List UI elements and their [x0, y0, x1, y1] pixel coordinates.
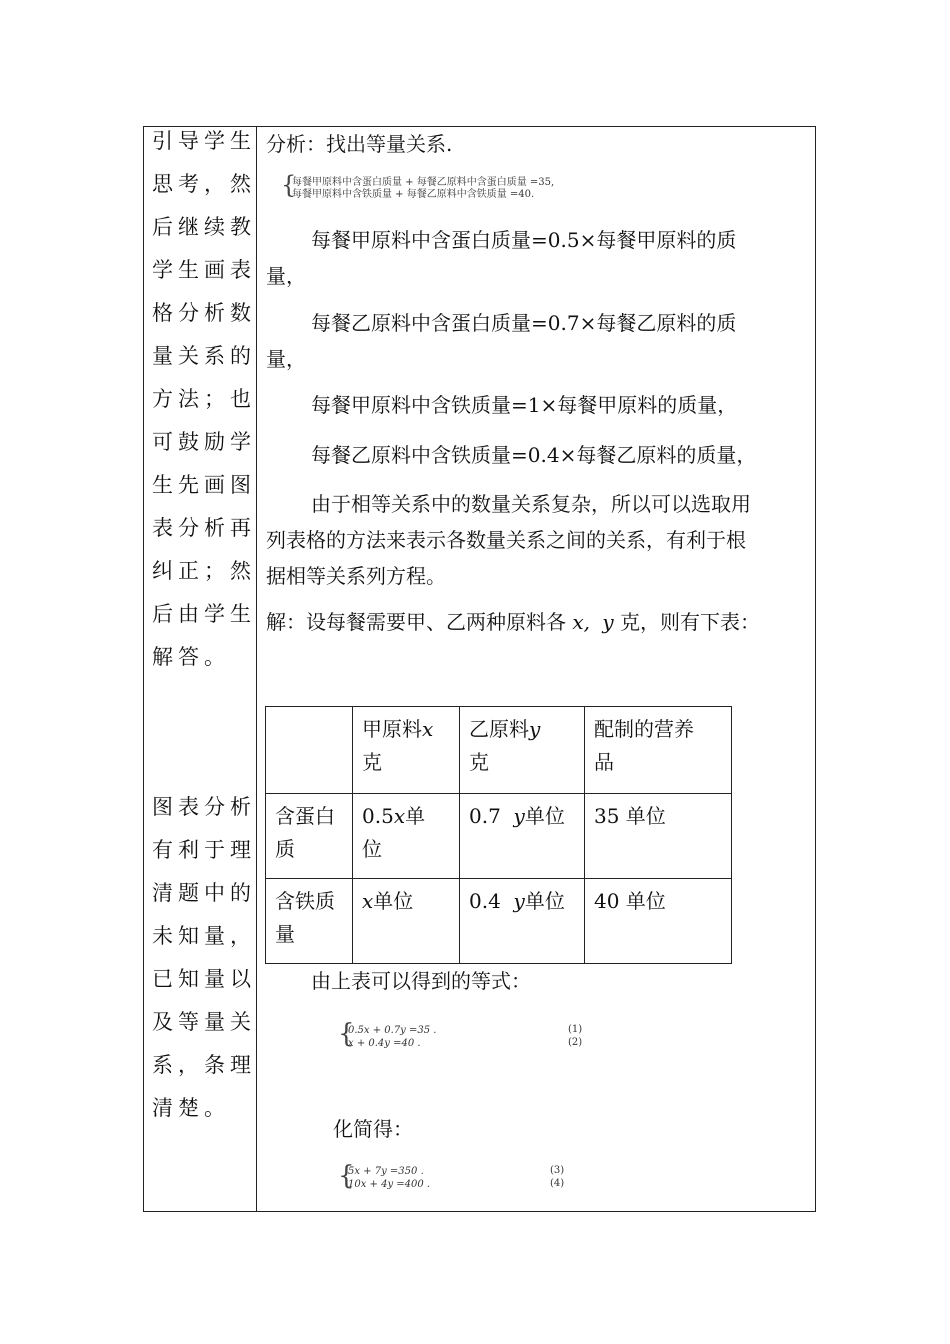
from-table-text: 由上表可以得到的等式：	[311, 969, 531, 993]
header-unit: 克	[469, 750, 489, 774]
note-line: 图表分析	[152, 795, 256, 819]
table-cell: 40 单位	[585, 879, 732, 964]
note-line: 纠正；然	[152, 559, 256, 583]
row-label-text: 含铁质	[275, 889, 335, 913]
note-line: 表分析再	[152, 516, 256, 540]
paragraph-line: 据相等关系列方程。	[266, 564, 446, 588]
table-cell: 35 单位	[585, 794, 732, 879]
note-line: 学生画表	[152, 258, 256, 282]
note-line: 解答。	[152, 645, 230, 669]
paragraph-line: 量，	[266, 347, 306, 371]
paragraph-method	[266, 486, 806, 594]
brace-system-1: {	[338, 1019, 355, 1049]
column-divider	[256, 126, 257, 1212]
equation-tag: (1)	[568, 1024, 583, 1035]
header-var: y	[529, 717, 541, 741]
cell-var: x	[362, 889, 374, 913]
system1-eq1: 0.5x + 0.7y =35 .	[348, 1025, 437, 1036]
cell-unit: 单位	[524, 889, 565, 913]
cell-number: 0.4	[469, 889, 501, 913]
solution-statement	[266, 606, 806, 635]
header-var: x	[422, 717, 434, 741]
header-unit: 克	[362, 750, 382, 774]
cell-number: 0.5	[362, 804, 394, 828]
cell-var: y	[513, 889, 525, 913]
row-label-text: 含蛋白	[275, 804, 335, 828]
paragraph-iron-a	[266, 387, 806, 423]
note-line: 生先画图	[152, 473, 256, 497]
solution-suffix: 克，则有下表：	[620, 610, 761, 634]
paragraph-line: 每餐甲原料中含蛋白质量=0.5×每餐甲原料的质	[311, 228, 737, 252]
cell-unit: 位	[362, 837, 382, 861]
system1-eq2: x + 0.4y =40 .	[348, 1038, 421, 1049]
paragraph-protein-a	[266, 222, 806, 294]
note-line: 量关系的	[152, 344, 256, 368]
paragraph-line: 列表格的方法来表示各数量关系之间的关系，有利于根	[266, 528, 746, 552]
table-row	[266, 879, 732, 964]
row-label-text: 质	[275, 837, 295, 861]
analysis-title: 分析：找出等量关系.	[266, 132, 453, 156]
table-cell	[460, 794, 585, 879]
note-line: 方法；也	[152, 387, 256, 411]
cell-var: y	[513, 804, 525, 828]
table-cell	[460, 879, 585, 964]
teaching-note-1	[152, 120, 256, 679]
paragraph-line: 每餐甲原料中含铁质量=1×每餐甲原料的质量，	[311, 393, 738, 417]
relation-eq-1: 每餐甲原料中含蛋白质量 + 每餐乙原料中含蛋白质量 =35,	[292, 177, 555, 188]
system2-eq1: 5x + 7y =350 .	[348, 1166, 424, 1177]
cell-unit: 单位	[524, 804, 565, 828]
cell-unit: 单	[405, 804, 426, 828]
header-text: 甲原料	[362, 717, 422, 741]
paragraph-line: 由于相等关系中的数量关系复杂，所以可以选取用	[311, 492, 751, 516]
paragraph-line: 每餐乙原料中含铁质量=0.4×每餐乙原料的质量，	[311, 443, 757, 467]
header-text: 配制的营养	[594, 717, 694, 741]
teaching-note-2	[152, 786, 256, 1130]
table-header-row	[266, 707, 732, 794]
table-row	[266, 794, 732, 879]
note-line: 清题中的	[152, 881, 256, 905]
note-line: 后由学生	[152, 602, 256, 626]
row-label-text: 量	[275, 922, 295, 946]
brace-relation: {	[281, 171, 297, 199]
variable-x: x,	[572, 610, 590, 634]
cell-var: x	[393, 804, 406, 828]
note-line: 格分析数	[152, 301, 256, 325]
table-header-cell	[460, 707, 585, 794]
note-line: 系，条理	[152, 1053, 256, 1077]
note-line: 可鼓励学	[152, 430, 256, 454]
solution-prefix: 解：设每餐需要甲、乙两种原料各	[266, 610, 566, 634]
table-header-cell	[585, 707, 732, 794]
equation-tag: (2)	[568, 1037, 583, 1048]
equation-tag: (4)	[550, 1178, 565, 1189]
cell-number: 0.7	[469, 804, 501, 828]
table-cell	[353, 879, 460, 964]
relation-eq-2: 每餐甲原料中含铁质量 + 每餐乙原料中含铁质量 =40.	[292, 189, 535, 200]
table-header-cell	[353, 707, 460, 794]
table-row-label	[266, 879, 353, 964]
system2-eq2: 10x + 4y =400 .	[348, 1179, 431, 1190]
header-text: 乙原料	[469, 717, 529, 741]
note-line: 后继续教	[152, 215, 256, 239]
note-line: 有利于理	[152, 838, 256, 862]
paragraph-line: 量，	[266, 264, 306, 288]
note-line: 及等量关	[152, 1010, 256, 1034]
table-cell	[353, 794, 460, 879]
brace-system-2: {	[338, 1161, 355, 1191]
paragraph-line: 每餐乙原料中含蛋白质量=0.7×每餐乙原料的质	[311, 311, 737, 335]
paragraph-protein-b	[266, 305, 806, 377]
note-line: 思考，然	[152, 172, 256, 196]
note-line: 已知量以	[152, 967, 256, 991]
variable-y: y	[602, 610, 614, 634]
equation-tag: (3)	[550, 1165, 565, 1176]
paragraph-iron-b	[266, 437, 806, 473]
note-line: 引导学生	[152, 129, 256, 153]
simplify-label: 化简得：	[333, 1117, 413, 1141]
nutrition-table	[265, 706, 732, 964]
note-line: 未知量，	[152, 924, 256, 948]
header-text: 品	[594, 750, 614, 774]
cell-unit: 单位	[373, 889, 414, 913]
note-line: 清楚。	[152, 1096, 230, 1120]
table-row-label	[266, 794, 353, 879]
table-corner-cell	[266, 707, 353, 794]
